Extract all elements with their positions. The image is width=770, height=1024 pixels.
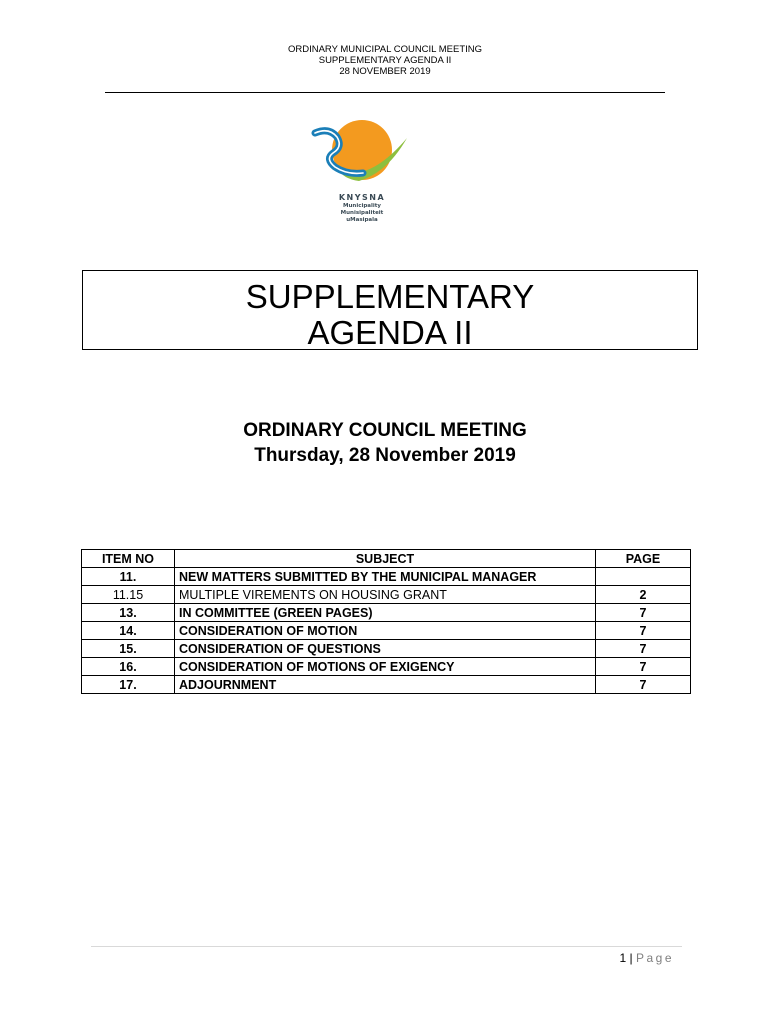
page-footer (619, 951, 674, 965)
knysna-municipality-logo (307, 113, 417, 228)
item-subject: CONSIDERATION OF QUESTIONS (175, 640, 596, 658)
item-subject: CONSIDERATION OF MOTIONS OF EXIGENCY (175, 658, 596, 676)
item-subject: NEW MATTERS SUBMITTED BY THE MUNICIPAL MANAGER (175, 568, 596, 586)
table-row (82, 604, 691, 622)
item-page (596, 568, 691, 586)
agenda-table (81, 549, 691, 694)
header-date-line: 28 NOVEMBER 2019 (339, 66, 431, 77)
item-page: 7 (596, 604, 691, 622)
item-number: 14. (82, 622, 175, 640)
page-number: 1 (619, 951, 627, 965)
item-page: 2 (596, 586, 691, 604)
table-row (82, 640, 691, 658)
table-row (82, 676, 691, 694)
logo-munisipaliteit-text: Munisipaliteit (340, 210, 384, 216)
title-line-1: SUPPLEMENTARY (245, 278, 535, 315)
logo-brand-text: KNYSNA (338, 193, 386, 202)
header-page: PAGE (596, 550, 691, 568)
item-number: 11. (82, 568, 175, 586)
item-number: 16. (82, 658, 175, 676)
table-row (82, 568, 691, 586)
header-agenda-line: SUPPLEMENTARY AGENDA II (318, 55, 452, 66)
footer-divider (91, 946, 682, 947)
item-page: 7 (596, 658, 691, 676)
table-row (82, 658, 691, 676)
item-number: 11.15 (82, 586, 175, 604)
header-meeting-line: ORDINARY MUNICIPAL COUNCIL MEETING (287, 44, 483, 55)
knysna-emblem-icon (307, 113, 417, 193)
header-item-no: ITEM NO (82, 550, 175, 568)
header-divider (105, 92, 665, 93)
item-number: 17. (82, 676, 175, 694)
item-page: 7 (596, 676, 691, 694)
item-subject: IN COMMITTEE (GREEN PAGES) (175, 604, 596, 622)
page-label: Page (635, 951, 674, 965)
item-page: 7 (596, 640, 691, 658)
meeting-date: Thursday, 28 November 2019 (254, 445, 516, 466)
title-line-2: AGENDA II (307, 314, 473, 351)
logo-municipality-text: Municipality (343, 203, 381, 209)
item-page: 7 (596, 622, 691, 640)
meeting-heading (0, 418, 770, 468)
footer-separator: | (629, 951, 633, 965)
item-number: 13. (82, 604, 175, 622)
logo-umasipala-text: uMasipala (346, 217, 378, 223)
table-row (82, 622, 691, 640)
item-subject: ADJOURNMENT (175, 676, 596, 694)
table-header-row (82, 550, 691, 568)
table-row (82, 586, 691, 604)
item-subject: CONSIDERATION OF MOTION (175, 622, 596, 640)
document-title (82, 270, 698, 350)
item-number: 15. (82, 640, 175, 658)
meeting-name: ORDINARY COUNCIL MEETING (243, 420, 527, 441)
page-header (0, 44, 770, 77)
item-subject: MULTIPLE VIREMENTS ON HOUSING GRANT (175, 586, 596, 604)
header-subject: SUBJECT (175, 550, 596, 568)
